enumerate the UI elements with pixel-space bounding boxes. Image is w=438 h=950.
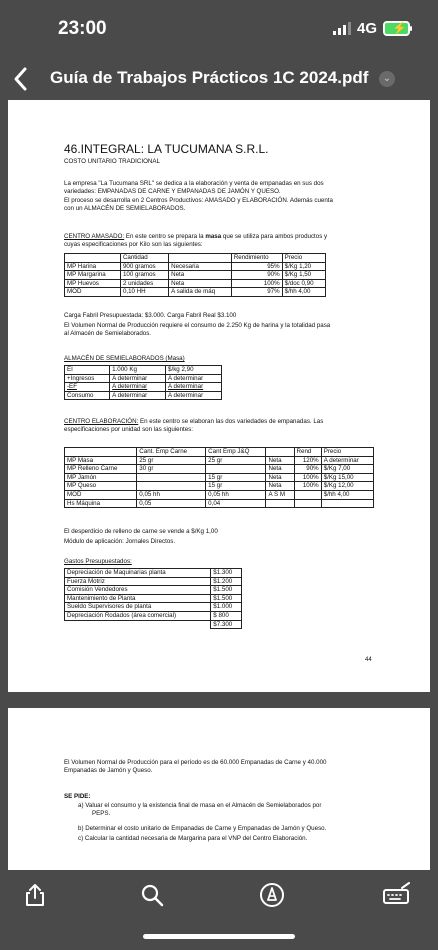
table-cell: [266, 448, 294, 457]
table-cell: Neta: [266, 482, 294, 491]
table-row: [65, 374, 222, 383]
table-row: [65, 366, 222, 375]
table-cell: A determinar: [166, 383, 222, 392]
intro-line: El proceso se desarrolla en 2 Centros Productivos: AMASADO y ELABORACIÓN. Además cuenta: [64, 196, 333, 204]
table-row: [65, 603, 242, 612]
table-cell: $/Kg 12,00: [321, 482, 373, 491]
intro-paragraph: [64, 180, 384, 213]
title-menu-chevron-icon[interactable]: ⌄: [379, 71, 395, 87]
table-cell: 15 gr: [206, 473, 266, 482]
home-indicator: [143, 934, 295, 939]
table-row: [65, 577, 242, 586]
table-cell: Mantenimiento de Planta: [65, 594, 211, 603]
amasado-bold: masa: [205, 233, 222, 240]
amasado-heading: CENTRO AMASADO:: [64, 233, 125, 240]
table-cell: [65, 448, 137, 457]
search-button[interactable]: [139, 882, 165, 908]
table-cell: 100%: [231, 279, 282, 288]
search-icon: [139, 882, 165, 908]
table-row: [65, 499, 374, 508]
table-cell: Hs Máquina: [65, 499, 137, 508]
table-cell: 97%: [231, 288, 282, 297]
desperdicio-text: El desperdicio de relleno de carne se vende a $/Kg 1,00: [64, 528, 218, 535]
table-cell: [137, 473, 206, 482]
table-cell: [65, 254, 121, 263]
almacen-heading: ALMACÉN DE SEMIELABORADOS (Masa): [64, 355, 185, 362]
intro-line: La empresa "La Tucumana SRL" se dedica a la elaboración y venta de empanadas en sus dos: [64, 180, 324, 187]
pdf-page-44: [8, 100, 430, 692]
table-cell: 100%: [294, 482, 321, 491]
table-cell: 1.000 Kg: [110, 366, 166, 375]
elaboracion-text: En este centro se elaboran las dos variedades de empanadas. Las: [138, 418, 324, 425]
table-cell: [294, 490, 321, 499]
pdf-page-45: [8, 708, 430, 870]
battery-icon: ⚡: [383, 21, 410, 36]
amasado-table: [64, 253, 326, 297]
table-cell: 15 gr: [206, 482, 266, 491]
table-cell: 90%: [294, 465, 321, 474]
table-row: [65, 586, 242, 595]
table-cell: 25 gr: [137, 456, 206, 465]
elaboracion-table: [64, 447, 374, 508]
table-row: [65, 611, 242, 620]
question-c: c) Calcular la cantidad necesaria de Margarina para el VNP del Centro Elaboración.: [78, 835, 308, 842]
table-cell: Cant. Emp Carne: [137, 448, 206, 457]
table-cell: Neta: [169, 279, 232, 288]
table-cell: Neta: [266, 473, 294, 482]
table-total-row: [65, 620, 242, 629]
share-button[interactable]: [22, 882, 48, 908]
document-title[interactable]: Guía de Trabajos Prácticos 1C 2024.pdf: [50, 68, 369, 87]
table-row: [65, 465, 374, 474]
table-cell: 30 gr: [137, 465, 206, 474]
table-cell: Fuerza Motriz: [65, 577, 211, 586]
table-cell: 900 gramos: [120, 262, 168, 271]
table-cell: A determinar: [166, 391, 222, 400]
share-icon: [22, 882, 48, 908]
table-cell: Comisión Vendedores: [65, 586, 211, 595]
elaboracion-heading: CENTRO ELABORACIÓN:: [64, 418, 139, 425]
network-label: 4G: [356, 20, 377, 37]
table-row: [65, 594, 242, 603]
table-cell: A determinar: [110, 374, 166, 383]
table-cell: MP Relleno Carne: [65, 465, 137, 474]
table-cell: -EF: [65, 383, 110, 392]
gastos-table: [64, 568, 242, 629]
table-row: [65, 262, 326, 271]
table-row: [65, 383, 222, 392]
table-cell: MP Masa: [65, 456, 137, 465]
question-a-line: PEPS.: [92, 810, 111, 818]
status-indicators: [333, 20, 410, 37]
table-cell: $/Kg 1,50: [282, 271, 325, 280]
table-cell: [169, 254, 232, 263]
table-cell: Neta: [169, 271, 232, 280]
table-header-row: [65, 254, 326, 263]
table-cell: Consumo: [65, 391, 110, 400]
table-cell: 0,05: [137, 499, 206, 508]
table-cell: $/Kg 7,00: [321, 465, 373, 474]
almacen-table: [64, 365, 222, 400]
table-cell: Cantidad: [120, 254, 168, 263]
table-cell: A salida de máq: [169, 288, 232, 297]
gastos-heading: Gastos Presupuestados:: [64, 558, 132, 565]
table-cell: 100 gramos: [120, 271, 168, 280]
amasado-text: que se utiliza para ambos productos y: [221, 233, 328, 240]
carga-fabril-text: Carga Fabril Presupuestada: $3.000. Carga Fabril Real $3.100: [64, 312, 237, 319]
table-cell: $ 800: [211, 611, 242, 620]
table-cell: 100%: [294, 473, 321, 482]
status-time: 23:00: [58, 18, 107, 39]
table-cell: $/kg 2,90: [166, 366, 222, 375]
elaboracion-paragraph: [64, 418, 384, 435]
question-b: b) Determinar el costo unitario de Empanadas de Carne y Empanadas de Jamón y Queso.: [78, 825, 327, 832]
table-cell: 120%: [294, 456, 321, 465]
table-cell: 2 unidades: [120, 279, 168, 288]
table-cell: [294, 499, 321, 508]
amasado-paragraph: [64, 233, 384, 250]
table-cell: A determinar: [110, 391, 166, 400]
table-header-row: [65, 448, 374, 457]
table-cell: [137, 482, 206, 491]
table-cell: 0,05 hh: [137, 490, 206, 499]
table-cell: Depreciación de Maquinarias planta: [65, 569, 211, 578]
table-cell: A determinar: [110, 383, 166, 392]
table-cell: MP Margarina: [65, 271, 121, 280]
table-cell: MOD: [65, 490, 137, 499]
intro-line: variedades: EMPANADAS DE CARNE Y EMPANADAS DE JAMÓN Y QUESO.: [64, 188, 281, 196]
table-cell: Neta: [266, 465, 294, 474]
table-row: [65, 391, 222, 400]
exercise-subtitle: COSTO UNITARIO TRADICIONAL: [64, 158, 160, 165]
table-cell: $1.500: [211, 594, 242, 603]
exercise-title: 46.INTEGRAL: LA TUCUMANA S.R.L.: [64, 142, 269, 156]
table-cell: $/hh 4,00: [282, 288, 325, 297]
amasado-text: En este centro se prepara la: [124, 233, 206, 240]
table-cell: $1.500: [211, 586, 242, 595]
table-cell: +Ingresos: [65, 374, 110, 383]
markup-icon: [259, 882, 285, 908]
table-cell: [321, 499, 373, 508]
se-pide-heading: SE PIDE:: [64, 793, 91, 800]
table-cell: $1.000: [211, 603, 242, 612]
volumen-paragraph: [64, 322, 384, 339]
table-cell: $1.200: [211, 577, 242, 586]
table-cell: 95%: [231, 262, 282, 271]
table-cell: $1.300: [211, 569, 242, 578]
table-cell: A S M: [266, 490, 294, 499]
status-bar: [0, 0, 438, 58]
chevron-left-icon: [12, 66, 28, 92]
table-cell: $/Kg 1,20: [282, 262, 325, 271]
table-cell: [206, 465, 266, 474]
nav-bar: [0, 58, 438, 100]
question-a: [78, 802, 378, 819]
table-cell: EI: [65, 366, 110, 375]
p2-volumen-line: El Volumen Normal de Producción para el período es de 60.000 Empanadas de Carne y 40.000: [64, 759, 327, 766]
table-row: [65, 482, 374, 491]
signal-icon: [333, 22, 351, 35]
table-cell: Sueldo Supervisores de planta: [65, 603, 211, 612]
table-row: [65, 490, 374, 499]
table-cell: 0,04: [206, 499, 266, 508]
table-cell: [65, 620, 211, 629]
table-cell: MP Queso: [65, 482, 137, 491]
table-cell: MP Harina: [65, 262, 121, 271]
table-cell: $/doc 0,90: [282, 279, 325, 288]
table-cell: 25 gr: [206, 456, 266, 465]
elaboracion-text: especificaciones por unidad son las siguientes:: [64, 426, 193, 434]
table-cell: MP Jamón: [65, 473, 137, 482]
table-cell: Necesaria: [169, 262, 232, 271]
table-cell: Rend: [294, 448, 321, 457]
table-cell: Rendimiento: [231, 254, 282, 263]
table-row: [65, 288, 326, 297]
markup-button[interactable]: [259, 882, 285, 908]
p2-volumen-paragraph: [64, 759, 384, 776]
table-cell: Precio: [321, 448, 373, 457]
table-row: [65, 569, 242, 578]
table-cell: $/hh 4,00: [321, 490, 373, 499]
table-cell: [266, 499, 294, 508]
keyboard-icon: [382, 882, 412, 908]
volumen-line: al Almacén de Semielaborados.: [64, 330, 152, 338]
volumen-line: El Volumen Normal de Producción requiere el consumo de 2.250 Kg de harina y la totalidad pasa: [64, 322, 331, 329]
annotate-keyboard-button[interactable]: [382, 882, 412, 908]
table-row: [65, 271, 326, 280]
table-cell: 0,05 hh: [206, 490, 266, 499]
table-cell: $/Kg 15,00: [321, 473, 373, 482]
table-cell: 0,10 HH: [120, 288, 168, 297]
intro-line: con un ALMACÉN DE SEMIELABORADOS.: [64, 204, 186, 212]
modulo-text: Módulo de aplicación: Jornales Directos.: [64, 538, 176, 545]
table-cell: $7.300: [211, 620, 242, 629]
back-button[interactable]: [12, 62, 28, 98]
table-cell: Neta: [266, 456, 294, 465]
table-cell: A determinar: [166, 374, 222, 383]
table-cell: Cant Emp J&Q: [206, 448, 266, 457]
table-row: [65, 473, 374, 482]
page-number: 44: [365, 657, 372, 663]
table-row: [65, 456, 374, 465]
table-cell: Precio: [282, 254, 325, 263]
table-cell: Depreciación Rodados (área comercial): [65, 611, 211, 620]
table-cell: A determinar: [321, 456, 373, 465]
p2-volumen-line: Empanadas de Jamón y Queso.: [64, 767, 153, 775]
table-cell: MP Huevos: [65, 279, 121, 288]
table-cell: MOD: [65, 288, 121, 297]
question-a-line: a) Valuar el consumo y la existencia final de masa en el Almacén de Semielaborados por: [78, 802, 322, 809]
table-row: [65, 279, 326, 288]
amasado-text: cuyas especificaciones por Kilo son las siguientes:: [64, 241, 203, 249]
table-cell: 90%: [231, 271, 282, 280]
